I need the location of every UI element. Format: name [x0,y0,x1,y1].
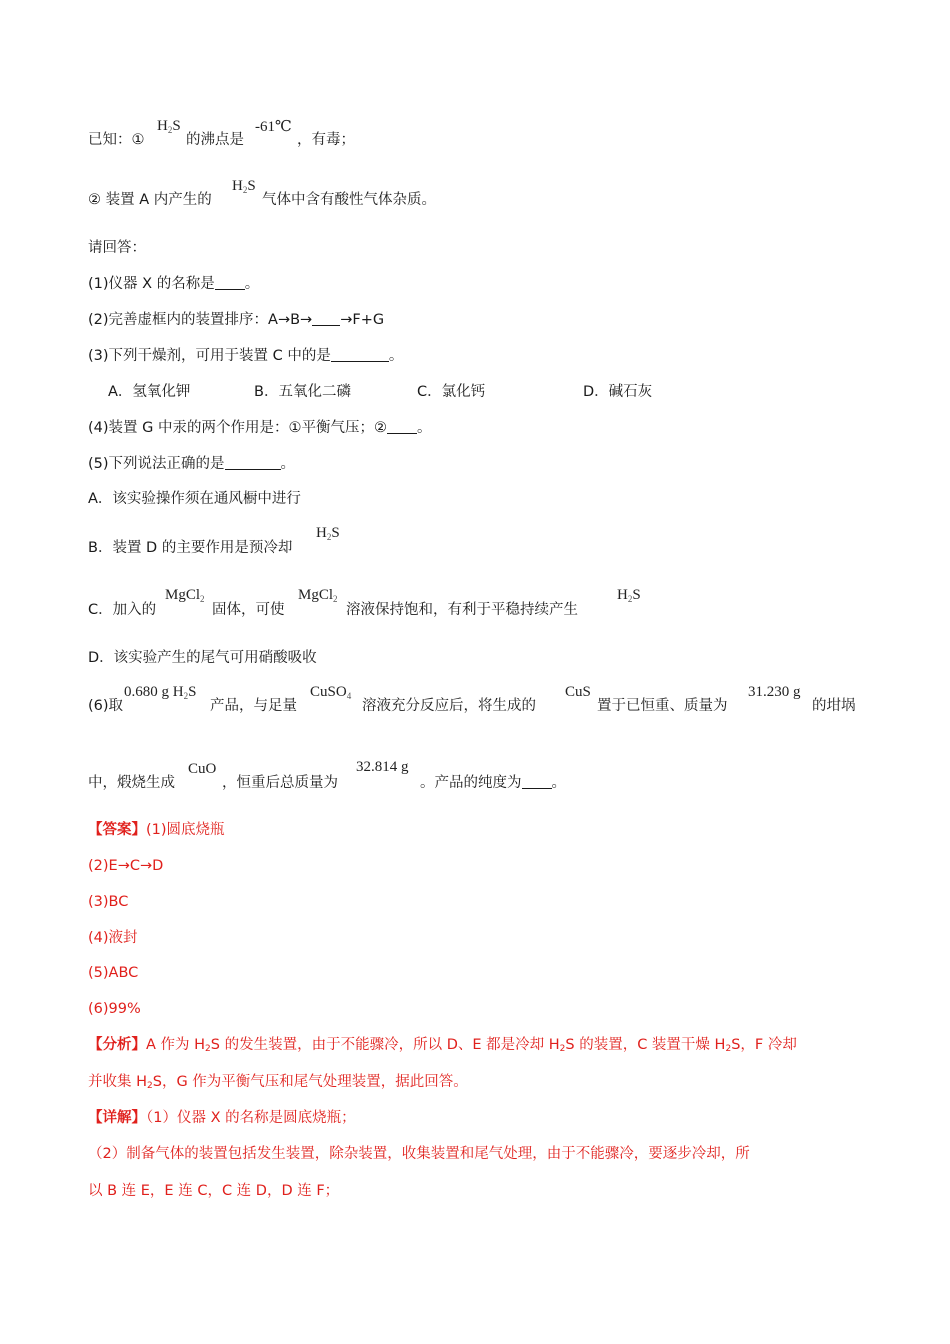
q5-option-b: B．装置 D 的主要作用是预冷却 [88,540,293,556]
known-line-2: ② 装置 A 内产生的 [88,192,212,208]
known-label: 已知：① [88,132,145,148]
formula-cus: CuS [565,684,591,700]
formula-cuso4: CuSO$_4$ [310,684,352,701]
answer-blank [312,311,340,326]
text-boiling-point: 的沸点是 [186,132,244,148]
answer-line-1: 【答案】(1)圆底烧瓶 [88,822,225,838]
mass-crucible: 31.230 g [748,684,801,700]
answer-line-4: (4)液封 [88,930,138,946]
q5-option-c: C．加入的 [88,602,157,618]
intro-text: 请回答： [88,240,146,256]
formula-h2s: $H_2S$ [617,587,641,604]
text-crucible-end: 的坩埚 [812,698,856,714]
text-total-mass: ，恒重后总质量为 [222,775,338,791]
question-3: (3)下列干燥剂，可用于装置 C 中的是 。 [88,348,404,364]
q3-option-c: C．氯化钙 [417,384,486,400]
question-1: (1)仪器 X 的名称是 。 [88,276,260,292]
text-product: 产品，与足量 [210,698,297,714]
formula-h2s: $H_2S$ [316,525,340,542]
detail-line-1: 【详解】（1）仪器 X 的名称是圆底烧瓶； [88,1110,356,1126]
q5-option-d: D．该实验产生的尾气可用硝酸吸收 [88,650,317,666]
known-line-1 [88,130,145,150]
q3-option-a: A．氢氧化钾 [108,384,191,400]
analysis-line-1: 【分析】A 作为 $H_2S$ 的发生装置，由于不能骤冷，所以 D、E 都是冷却 $H_2S$ 的装置，C 装置干燥 $H_2S$，F 冷却 [88,1037,797,1054]
formula-h2s: $H_2S$ [232,178,256,195]
temperature-value: -61℃ [255,119,292,135]
answer-line-5: (5)ABC [88,965,139,981]
analysis-label: 【分析】 [88,1037,146,1053]
answer-blank [215,275,245,290]
formula-cuo: CuO [188,761,217,777]
formula-h2s: $H_2S$ [157,118,181,135]
question-4: (4)装置 G 中汞的两个作用是：①平衡气压；② 。 [88,420,432,436]
mass-total: 32.814 g [356,759,409,775]
text-crucible: 置于已恒重、质量为 [597,698,728,714]
detail-line-3: 以 B 连 E，E 连 C，C 连 D，D 连 F； [88,1183,340,1199]
answer-line-6: (6)99% [88,1001,141,1017]
answer-line-3: (3)BC [88,894,129,910]
answer-line-2: (2)E→C→D [88,858,164,874]
formula-mass-h2s: 0.680 g $H_2S$ [124,684,197,701]
question-2: (2)完善虚框内的装置排序：A→B→ →F+G [88,312,385,328]
question-6: (6)取 [88,698,124,714]
question-6-line-2: 中，煅烧生成 [88,775,175,791]
formula-mgcl2: MgCl$_2$ [298,587,338,604]
formula-mgcl2: MgCl$_2$ [165,587,205,604]
q5-option-a: A．该实验操作须在通风橱中进行 [88,491,301,507]
text-purity: 。产品的纯度为 。 [420,775,566,791]
question-5: (5)下列说法正确的是 。 [88,456,296,472]
answer-blank [225,455,281,470]
text-impurity: 气体中含有酸性气体杂质。 [262,192,436,208]
analysis-line-2: 并收集 $H_2S$，G 作为平衡气压和尾气处理装置，据此回答。 [88,1074,468,1091]
answer-blank [387,419,417,434]
text-toxic: ，有毒； [297,132,355,148]
text-solid: 固体，可使 [212,602,285,618]
detail-label: 【详解】 [88,1110,146,1126]
answer-blank [331,347,389,362]
q3-option-d: D．碱石灰 [583,384,653,400]
answer-blank [522,774,552,789]
text-saturated: 溶液保持饱和，有利于平稳持续产生 [346,602,578,618]
answer-label: 【答案】 [88,822,146,838]
detail-line-2: （2）制备气体的装置包括发生装置，除杂装置，收集装置和尾气处理，由于不能骤冷，要逐步冷却，所 [88,1146,750,1162]
q3-option-b: B．五氧化二磷 [254,384,351,400]
text-reaction: 溶液充分反应后，将生成的 [362,698,536,714]
